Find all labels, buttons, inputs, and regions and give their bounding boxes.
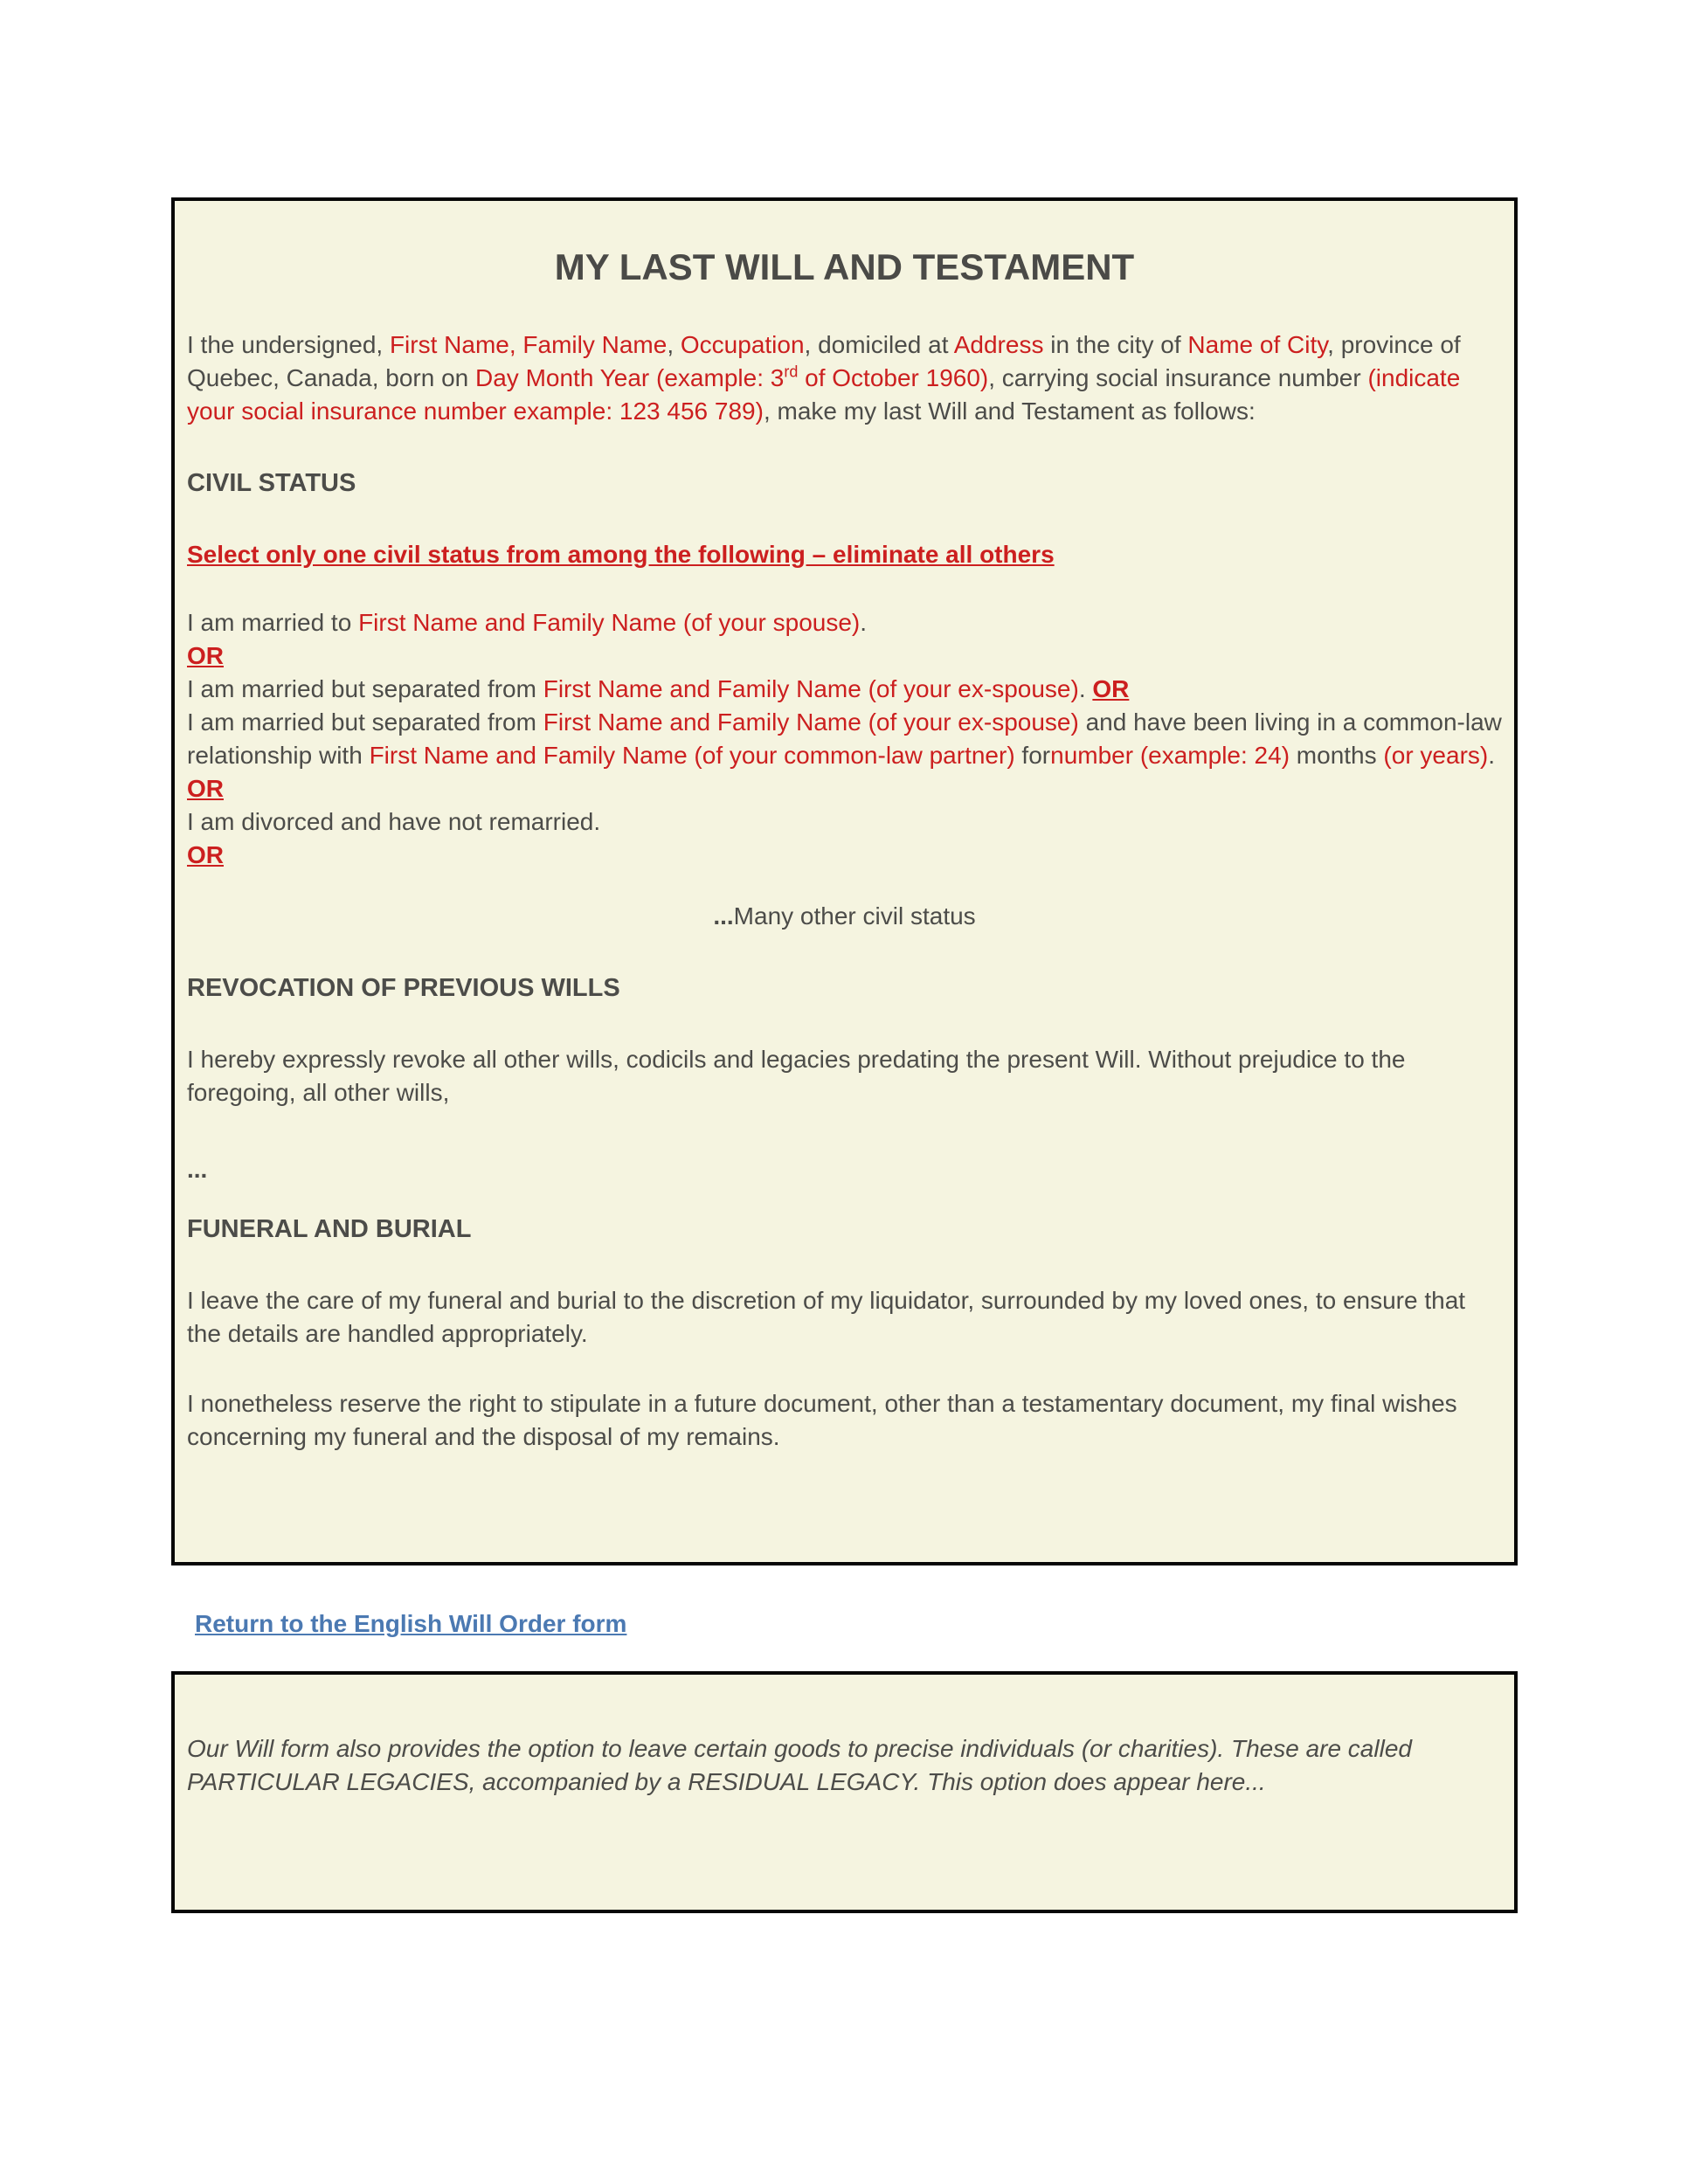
text-segment: in the city of	[1043, 331, 1188, 358]
civil-status-options	[187, 606, 1502, 872]
civil-option-separated	[187, 673, 1502, 706]
placeholder-first-family-name: First Name, Family Name	[389, 331, 668, 358]
placeholder-ex-spouse-name: First Name and Family Name (of your ex-spouse)	[543, 675, 1079, 702]
text-segment: ,	[667, 331, 681, 358]
superscript-ordinal: rd	[784, 363, 799, 381]
text-segment: and have been living in a common-law relationship with	[187, 708, 1502, 769]
text-segment: I the undersigned,	[187, 331, 390, 358]
text-segment: .	[860, 609, 868, 636]
placeholder-common-law-partner-name: First Name and Family Name (of your common-law partner)	[369, 742, 1015, 769]
civil-status-instruction: Select only one civil status from among the following – eliminate all others	[187, 541, 1055, 568]
funeral-heading: FUNERAL AND BURIAL	[187, 1215, 472, 1243]
ellipsis: ...	[713, 902, 734, 930]
text-segment: for	[1014, 742, 1051, 769]
or-label: OR	[187, 642, 224, 669]
placeholder-birth-date-rest: of October 1960)	[798, 364, 989, 391]
text-segment: I am married to	[187, 609, 359, 636]
page-title: MY LAST WILL AND TESTAMENT	[554, 246, 1135, 287]
intro-paragraph	[187, 328, 1502, 428]
placeholder-city-name: Name of City	[1187, 331, 1328, 358]
text-segment: Many other civil status	[733, 902, 976, 930]
text-segment: I am married but separated from	[187, 708, 543, 736]
placeholder-sin-number: (indicate your social insurance number example: 123 456 789)	[187, 364, 1461, 425]
text-segment: , province of Quebec, Canada, born on	[187, 331, 1461, 391]
funeral-paragraph-2: I nonetheless reserve the right to stipulate in a future document, other than a testamentary document, my final wishes concerning my funeral and the disposal of my remains.	[187, 1390, 1457, 1450]
text-segment: , domiciled at	[804, 331, 954, 358]
ellipsis: ...	[187, 1156, 208, 1183]
placeholder-or-years: (or years)	[1383, 742, 1489, 769]
funeral-paragraph-1: I leave the care of my funeral and burial to the discretion of my liquidator, surrounded by my loved ones, to ensure that the details are handled appropriately.	[187, 1287, 1466, 1347]
or-label: OR	[1092, 675, 1130, 702]
legacies-note-text: Our Will form also provides the option to leave certain goods to precise individuals (or charities). These are called PARTICULAR LEGACIES, accompanied by a RESIDUAL LEGACY. This option does appear here...	[187, 1735, 1412, 1795]
text-segment: .	[1078, 675, 1093, 702]
or-label: OR	[187, 775, 224, 802]
placeholder-number-of-months: number (example: 24)	[1050, 742, 1290, 769]
placeholder-ex-spouse-name: First Name and Family Name (of your ex-spouse)	[543, 708, 1079, 736]
legacies-note-box	[171, 1671, 1518, 1913]
return-to-order-form-link[interactable]: Return to the English Will Order form	[195, 1610, 627, 1637]
text-segment: , make my last Will and Testament as follows:	[763, 397, 1256, 425]
or-separator	[187, 772, 1502, 805]
will-document-box	[171, 197, 1518, 1565]
civil-status-heading: CIVIL STATUS	[187, 469, 356, 497]
placeholder-birth-date: Day Month Year (example: 3	[475, 364, 785, 391]
revocation-paragraph: I hereby expressly revoke all other wills, codicils and legacies predating the present Will. Without prejudice to the foregoing, all other wills,	[187, 1046, 1406, 1106]
text-segment: I am married but separated from	[187, 675, 543, 702]
other-civil-status-note	[187, 900, 1502, 933]
placeholder-occupation: Occupation	[680, 331, 805, 358]
revocation-heading: REVOCATION OF PREVIOUS WILLS	[187, 974, 620, 1002]
or-separator	[187, 839, 1502, 872]
civil-option-married	[187, 606, 1502, 639]
text-segment: .	[1488, 742, 1495, 769]
or-separator	[187, 639, 1502, 673]
placeholder-address: Address	[953, 331, 1044, 358]
text-segment: months	[1290, 742, 1384, 769]
civil-option-separated-common-law	[187, 706, 1502, 772]
or-label: OR	[187, 841, 224, 868]
civil-option-divorced: I am divorced and have not remarried.	[187, 808, 601, 835]
placeholder-spouse-name: First Name and Family Name (of your spouse)	[358, 609, 861, 636]
text-segment: , carrying social insurance number	[988, 364, 1368, 391]
